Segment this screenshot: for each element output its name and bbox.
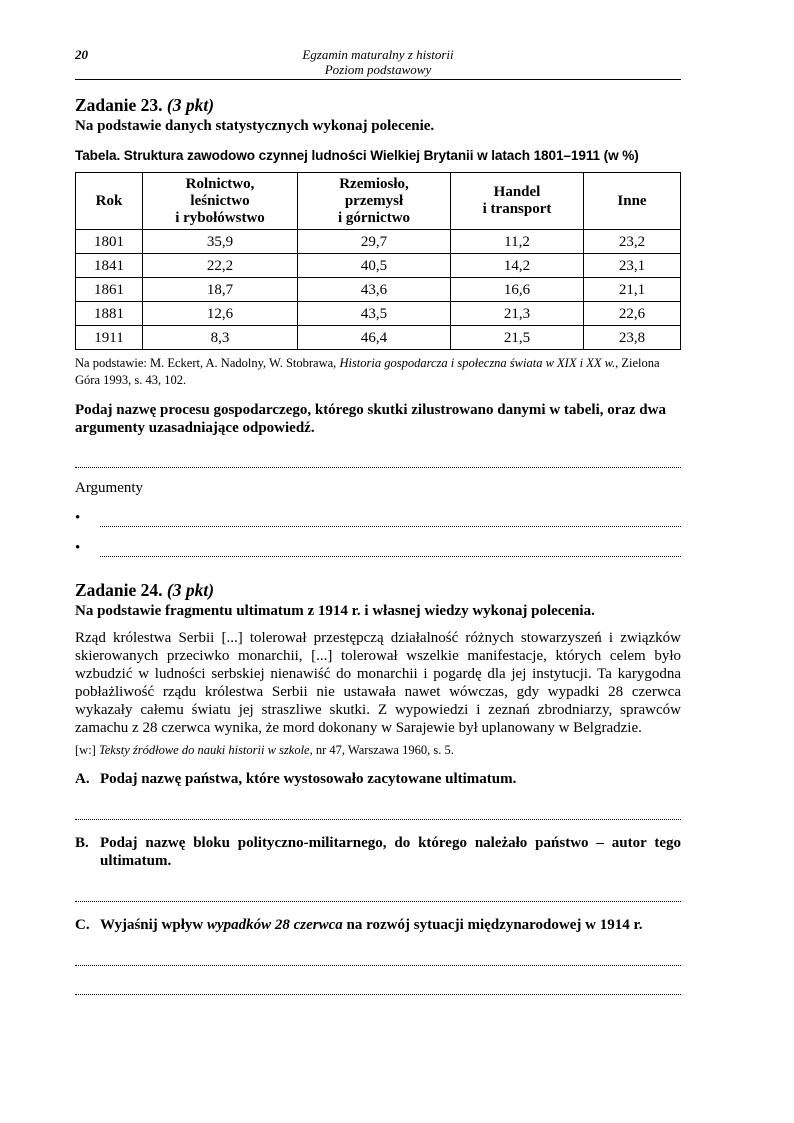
table-cell-year: 1881 bbox=[76, 302, 143, 326]
task-23-instruction: Na podstawie danych statystycznych wykonaj polecenie. bbox=[75, 118, 435, 134]
source-prefix: Na podstawie: M. Eckert, A. Nadolny, W. Stobrawa, bbox=[75, 356, 340, 370]
table-cell-year: 1911 bbox=[76, 326, 143, 350]
statistics-table bbox=[75, 172, 681, 350]
quote-source-title: Teksty źródłowe do nauki historii w szkole bbox=[98, 743, 310, 757]
table-cell-value: 23,8 bbox=[584, 326, 681, 350]
header-rolnictwo: Rolnictwo, leśnictwo i rybołówstwo bbox=[143, 173, 298, 230]
table-cell-value: 21,1 bbox=[584, 278, 681, 302]
table-cell-value: 14,2 bbox=[451, 254, 584, 278]
table-cell-value: 18,7 bbox=[143, 278, 298, 302]
answer-line-argument-1[interactable] bbox=[100, 510, 681, 527]
header-rzemioslo: Rzemiosło, przemysł i górnictwo bbox=[298, 173, 451, 230]
table-cell-value: 22,2 bbox=[143, 254, 298, 278]
source-title: Historia gospodarcza i społeczna świata w XIX i XX w. bbox=[339, 356, 616, 370]
question-a-letter: A. bbox=[75, 771, 90, 787]
bullet-icon: • bbox=[75, 540, 81, 556]
table-body bbox=[76, 230, 681, 350]
table-caption: Tabela. Struktura zawodowo czynnej ludności Wielkiej Brytanii w latach 1801–1911 (w %) bbox=[75, 148, 639, 163]
answer-line-c-2[interactable] bbox=[75, 976, 681, 995]
table-cell-value: 21,5 bbox=[451, 326, 584, 350]
question-a bbox=[75, 770, 681, 788]
task-24-points: (3 pkt) bbox=[166, 580, 215, 600]
question-b-text: Podaj nazwę bloku polityczno-militarnego, do którego należało państwo – autor tego ultimatum. bbox=[100, 835, 681, 869]
question-c-letter: C. bbox=[75, 917, 90, 933]
answer-line-process[interactable] bbox=[75, 449, 681, 468]
argument-2 bbox=[75, 539, 681, 557]
header-title-line2: Poziom podstawowy bbox=[324, 62, 432, 77]
quote-source-prefix: [w:] bbox=[75, 743, 99, 757]
table-cell-value: 35,9 bbox=[143, 230, 298, 254]
task-23-question: Podaj nazwę procesu gospodarczego, którego skutki zilustrowano danymi w tabeli, oraz dwa argumenty uzasadniające odpowiedź. bbox=[75, 402, 666, 436]
header-title bbox=[75, 47, 681, 77]
header-inne: Inne bbox=[584, 173, 681, 230]
page-header bbox=[75, 47, 681, 80]
table-row bbox=[76, 230, 681, 254]
task-23-points: (3 pkt) bbox=[166, 95, 215, 115]
table-row bbox=[76, 278, 681, 302]
arguments-label: Argumenty bbox=[75, 480, 144, 496]
table-row bbox=[76, 302, 681, 326]
answer-line-argument-2[interactable] bbox=[100, 540, 681, 557]
page-content bbox=[75, 95, 681, 995]
header-title-line1: Egzamin maturalny z historii bbox=[302, 47, 454, 62]
table-cell-value: 8,3 bbox=[143, 326, 298, 350]
table-cell-value: 11,2 bbox=[451, 230, 584, 254]
table-cell-value: 23,1 bbox=[584, 254, 681, 278]
table-cell-value: 43,5 bbox=[298, 302, 451, 326]
bullet-icon: • bbox=[75, 510, 81, 526]
header-rok: Rok bbox=[76, 173, 143, 230]
table-cell-value: 43,6 bbox=[298, 278, 451, 302]
question-c-text-2: na rozwój sytuacji międzynarodowej w 1914 r. bbox=[342, 917, 643, 933]
table-header-row bbox=[76, 173, 681, 230]
task-24-title bbox=[75, 580, 681, 601]
quote-source bbox=[75, 741, 681, 759]
question-c-text-em: wypadków 28 czerwca bbox=[206, 917, 343, 933]
task-24 bbox=[75, 580, 681, 995]
answer-line-a[interactable] bbox=[75, 801, 681, 820]
table-cell-value: 22,6 bbox=[584, 302, 681, 326]
task-23 bbox=[75, 95, 681, 557]
task-23-number: Zadanie 23. bbox=[75, 95, 163, 115]
page-number: 20 bbox=[75, 47, 88, 62]
task-24-instruction: Na podstawie fragmentu ultimatum z 1914 r. i własnej wiedzy wykonaj polecenia. bbox=[75, 603, 595, 619]
question-a-text: Podaj nazwę państwa, które wystosowało zacytowane ultimatum. bbox=[100, 771, 517, 787]
table-cell-year: 1861 bbox=[76, 278, 143, 302]
table-cell-value: 40,5 bbox=[298, 254, 451, 278]
question-c bbox=[75, 916, 681, 934]
ultimatum-quote: Rząd królestwa Serbii [...] tolerował przestępczą działalność różnych stowarzyszeń i związków skierowanych przeciwko monarchii, [...] tolerował wszelkie manifestacje, których celem było wzbudzić w ludności serbskiej nienawiść do monarchii i pogardę dla jej instytucji. Ta karygodna pobłażliwość rządu królestwa Serbii nie ustawała nawet wówczas, gdy wypadki 28 czerwca wykazały całemu światu jej straszliwe skutki. Z wypowiedzi i zeznań zbrodniarzy, sprawców zamachu z 28 czerwca wynika, że mord dokonany w Sarajewie był uplanowany w Belgradzie. bbox=[75, 630, 681, 736]
table-cell-value: 23,2 bbox=[584, 230, 681, 254]
question-b bbox=[75, 834, 681, 870]
table-cell-year: 1841 bbox=[76, 254, 143, 278]
answer-line-c-1[interactable] bbox=[75, 947, 681, 966]
source-suffix: , Zielona Góra 1993, s. 43, 102. bbox=[75, 356, 660, 387]
table-row bbox=[76, 326, 681, 350]
table-source bbox=[75, 355, 681, 389]
header-handel: Handel i transport bbox=[451, 173, 584, 230]
question-c-text bbox=[100, 916, 681, 934]
question-b-letter: B. bbox=[75, 835, 89, 851]
answer-line-b[interactable] bbox=[75, 883, 681, 902]
table-cell-value: 46,4 bbox=[298, 326, 451, 350]
task-24-number: Zadanie 24. bbox=[75, 580, 163, 600]
table-cell-value: 21,3 bbox=[451, 302, 584, 326]
quote-source-suffix: , nr 47, Warszawa 1960, s. 5. bbox=[309, 743, 454, 757]
task-23-title bbox=[75, 95, 681, 116]
table-cell-value: 16,6 bbox=[451, 278, 584, 302]
table-row bbox=[76, 254, 681, 278]
question-c-text-1: Wyjaśnij wpływ bbox=[100, 917, 207, 933]
table-cell-value: 12,6 bbox=[143, 302, 298, 326]
argument-1 bbox=[75, 509, 681, 527]
table-cell-year: 1801 bbox=[76, 230, 143, 254]
table-cell-value: 29,7 bbox=[298, 230, 451, 254]
